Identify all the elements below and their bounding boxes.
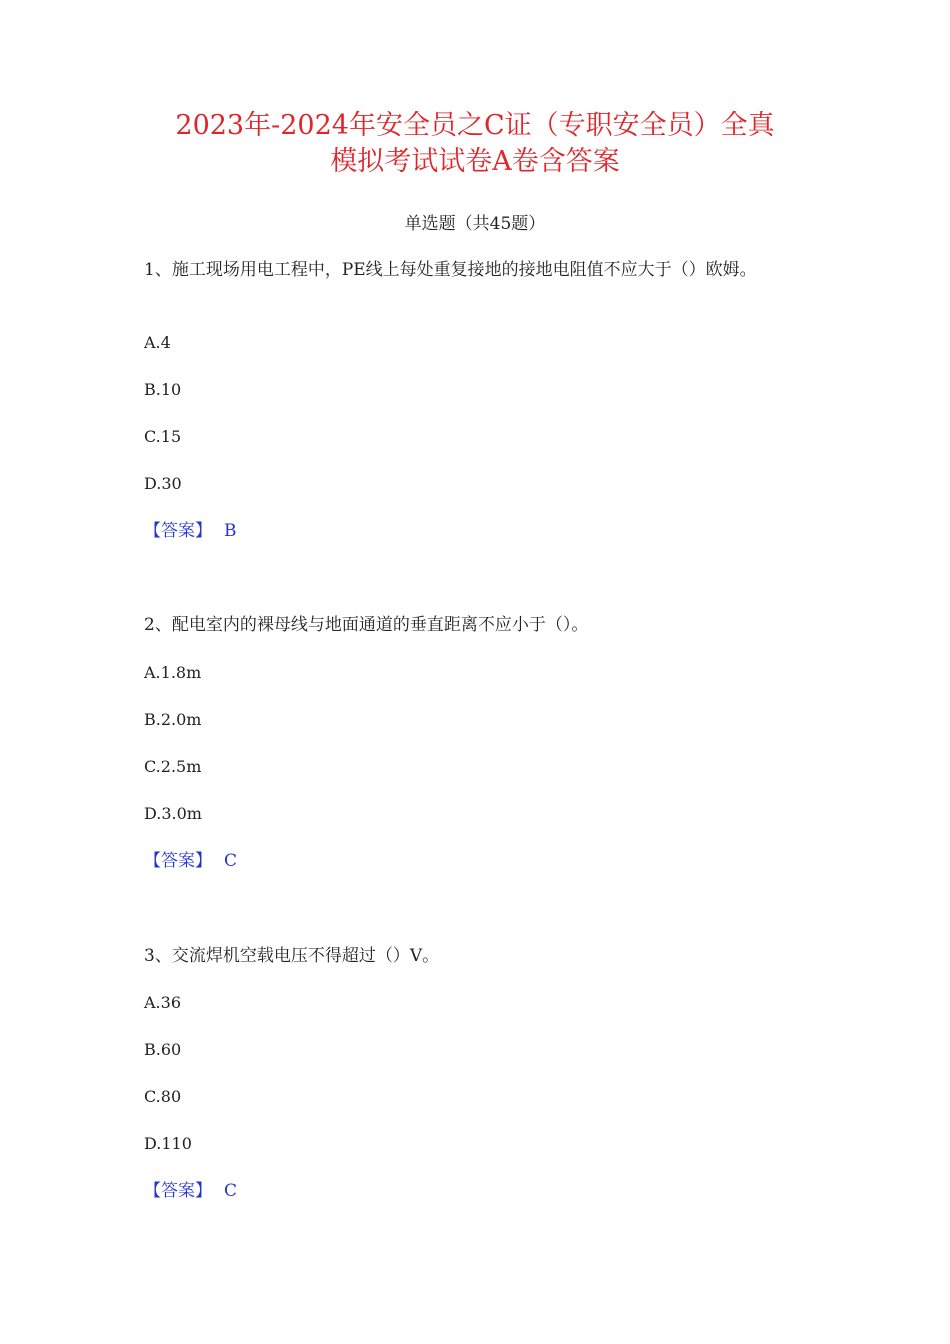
answer-value: C xyxy=(224,1181,238,1201)
document-title-line-2: 模拟考试试卷A卷含答案 xyxy=(330,146,620,177)
question-3-option-b: B.60 xyxy=(144,1040,182,1059)
answer-value: B xyxy=(224,521,237,541)
question-1-option-b: B.10 xyxy=(144,380,182,399)
question-1-answer xyxy=(144,519,237,543)
question-2-option-b: B.2.0m xyxy=(144,710,202,729)
question-1-text: 1、施工现场用电工程中，PE线上每处重复接地的接地电阻值不应大于（）欧姆。 xyxy=(144,260,757,280)
question-3-text: 3、交流焊机空载电压不得超过（）V。 xyxy=(144,946,440,966)
answer-label: 【答案】 xyxy=(144,851,212,871)
answer-value: C xyxy=(224,851,238,871)
answer-label: 【答案】 xyxy=(144,1181,212,1201)
section-heading: 单选题（共45题） xyxy=(404,214,546,234)
document-title-line-1: 2023年-2024年安全员之C证（专职安全员）全真 xyxy=(175,110,775,141)
question-1-option-d: D.30 xyxy=(144,474,182,493)
answer-label: 【答案】 xyxy=(144,521,212,541)
question-2-option-c: C.2.5m xyxy=(144,757,202,776)
question-1-option-c: C.15 xyxy=(144,427,182,446)
question-3-answer xyxy=(144,1179,237,1203)
question-1-option-a: A.4 xyxy=(144,333,171,352)
question-2-text: 2、配电室内的裸母线与地面通道的垂直距离不应小于（）。 xyxy=(144,615,589,635)
question-3-option-d: D.110 xyxy=(144,1134,192,1153)
question-3-option-a: A.36 xyxy=(144,993,181,1012)
question-3-option-c: C.80 xyxy=(144,1087,182,1106)
question-2-option-d: D.3.0m xyxy=(144,804,202,823)
question-2-answer xyxy=(144,849,237,873)
question-2-option-a: A.1.8m xyxy=(144,663,202,682)
